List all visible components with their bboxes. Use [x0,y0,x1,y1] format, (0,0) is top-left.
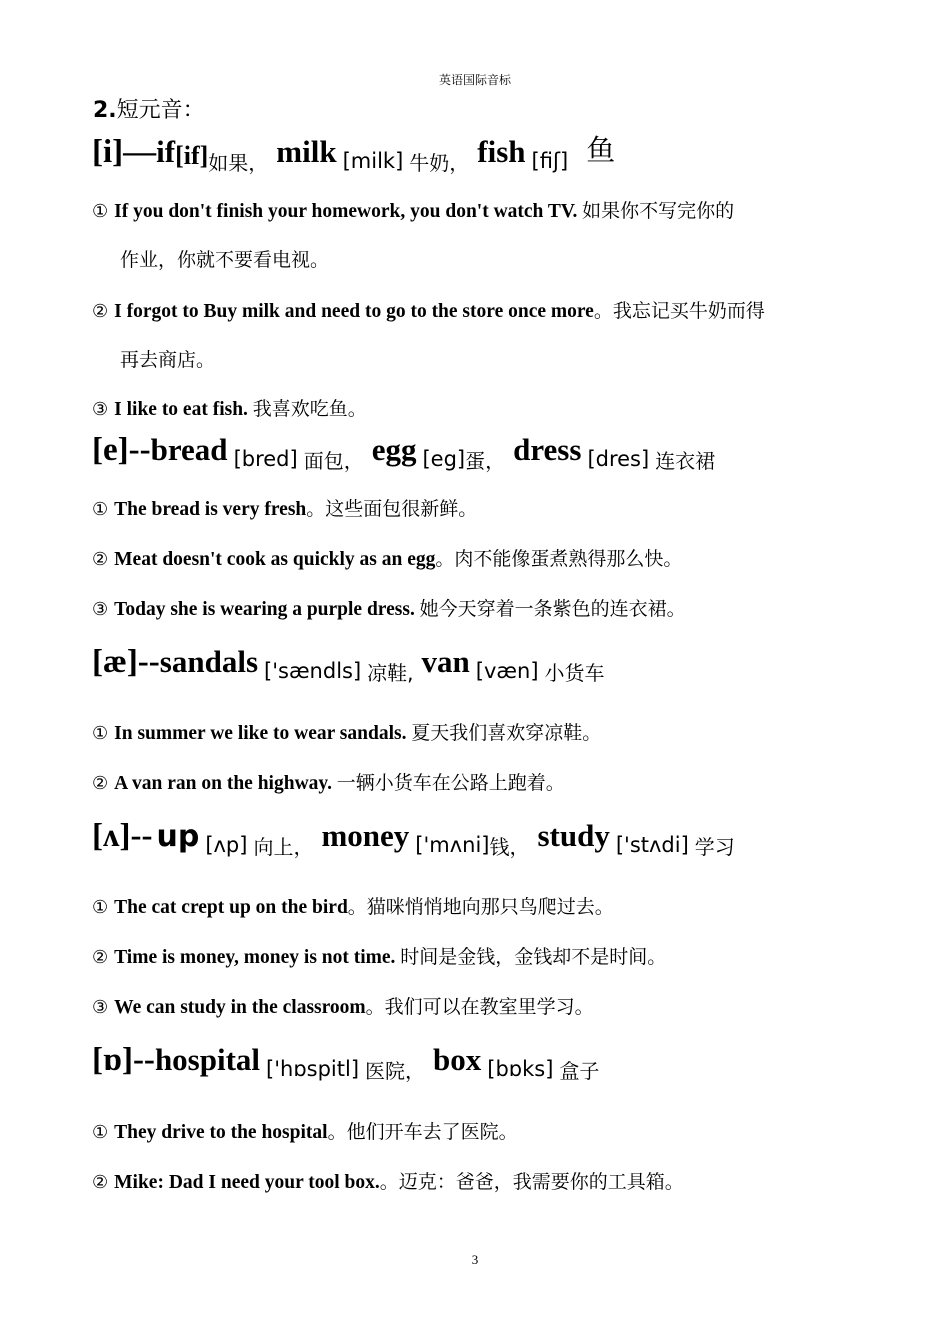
sentence-o-1: ① They drive to the hospital。他们开车去了医院。 [92,1121,518,1143]
word-up: up [156,819,200,854]
section-title [93,93,205,124]
meaning-van: 小货车 [544,661,605,685]
word-fish: fish [477,134,526,169]
heading-e [92,432,716,473]
meaning-bread: 面包， [303,449,364,473]
meaning-fish: 鱼 [586,133,616,167]
meaning-if: 如果， [208,151,269,175]
meaning-milk: 牛奶， [409,151,470,175]
ipa-up: [ʌp] [205,833,248,857]
meaning-hospital: 医院， [365,1059,426,1083]
meaning-money: 钱， [489,835,530,859]
heading-o [92,1042,600,1083]
sentence-i-2: ② I forgot to Buy milk and need to go to the store once more。我忘记买牛奶而得 再去商店。 [92,300,765,371]
ipa-van: [væn] [475,659,539,683]
sentence-e-2: ② Meat doesn't cook as quickly as an egg。肉不能像蛋煮熟得那么快。 [92,548,683,570]
ipa-box: [bɒks] [487,1057,554,1081]
word-dress: dress [513,432,582,467]
heading-uh [92,818,735,859]
ipa-if: [if] [175,141,209,170]
sentence-e-1: ① The bread is very fresh。这些面包很新鲜。 [92,498,478,520]
sentence-ae-2: ② A van ran on the highway. 一辆小货车在公路上跑着。 [92,772,565,794]
word-study: study [537,818,610,853]
ipa-study: ['stʌdi] [615,833,689,857]
word-if: if [156,134,176,169]
sentence-i-3: ③ I like to eat fish. 我喜欢吃鱼。 [92,398,367,420]
phoneme-symbol: [æ]-- [92,644,160,680]
meaning-dress: 连衣裙 [655,449,716,473]
word-hospital: hospital [154,1042,261,1077]
word-milk: milk [276,134,337,169]
sentence-o-2: ② Mike: Dad I need your tool box.。迈克：爸爸，我需要你的工具箱。 [92,1171,684,1193]
phoneme-symbol: [ɒ]-- [92,1042,155,1078]
sentence-i-1: ① If you don't finish your homework, you don't watch TV. 如果你不写完你的 作业，你就不要看电视。 [92,200,735,271]
heading-ae [92,644,605,685]
sentence-ae-1: ① In summer we like to wear sandals. 夏天我们喜欢穿凉鞋。 [92,722,602,744]
page-header: 英语国际音标 [438,73,511,87]
meaning-study: 学习 [694,835,735,859]
word-egg: egg [371,432,417,467]
word-bread: bread [150,432,228,467]
word-van: van [421,644,470,679]
sentence-uh-2: ② Time is money, money is not time. 时间是金钱，金钱却不是时间。 [92,946,667,968]
word-box: box [433,1042,482,1077]
ipa-sandals: ['sændls] [264,659,362,683]
meaning-up: 向上， [253,835,314,859]
sentence-uh-1: ① The cat crept up on the bird。猫咪悄悄地向那只鸟爬过去。 [92,896,614,918]
ipa-bread: [bred] [233,447,298,471]
ipa-egg: [eg] [422,447,466,471]
page-number: 3 [471,1252,479,1267]
phoneme-symbol: [e]-- [92,432,151,468]
ipa-fish: [fiʃ] [531,149,569,173]
word-sandals: sandals [159,644,259,679]
ipa-dress: [dres] [587,447,650,471]
phoneme-symbol: [i]— [92,134,157,170]
sentence-uh-3: ③ We can study in the classroom。我们可以在教室里学习。 [92,996,594,1018]
phoneme-symbol: [ʌ]-- [92,818,153,854]
ipa-money: ['mʌni] [415,833,490,857]
meaning-egg: 蛋， [465,449,506,473]
section-title-text: 短元音： [116,98,205,123]
heading-i [92,133,616,175]
ipa-milk: [milk] [342,149,404,173]
section-number: 2. [93,98,117,123]
meaning-box: 盒子 [559,1059,600,1083]
sentence-e-3: ③ Today she is wearing a purple dress. 她今天穿着一条紫色的连衣裙。 [92,598,686,620]
ipa-hospital: ['hɒspitl] [266,1057,360,1081]
meaning-sandals: 凉鞋, [367,661,414,685]
word-money: money [321,818,410,853]
